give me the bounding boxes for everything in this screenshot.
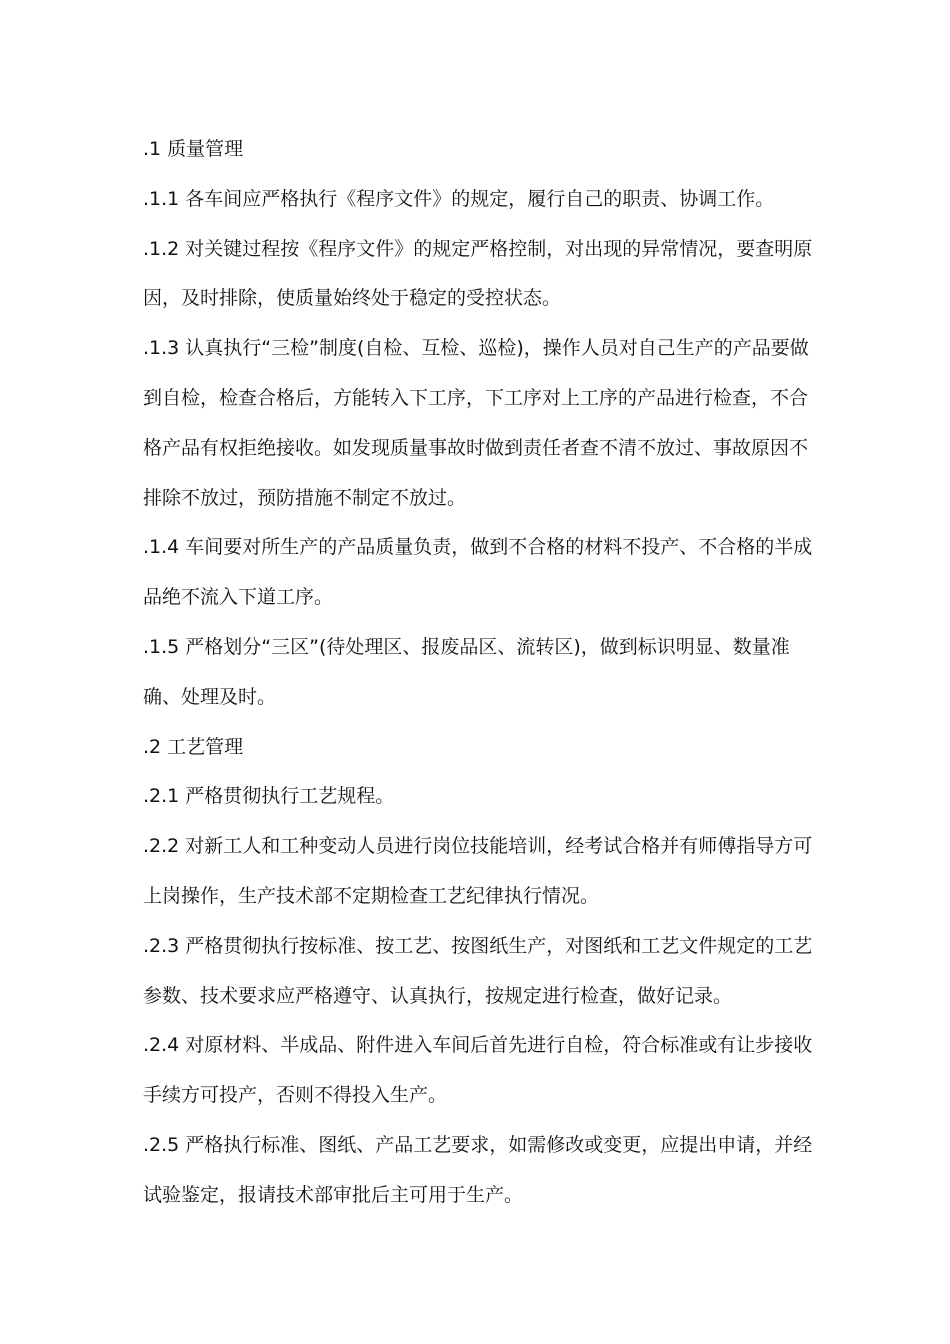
clause-1-2: .1.2 对关键过程按《程序文件》的规定严格控制，对出现的异常情况，要查明原因，及时排除，使质量始终处于稳定的受控状态。 <box>143 237 813 310</box>
clause-2-2: .2.2 对新工人和工种变动人员进行岗位技能培训，经考试合格并有师傅指导方可上岗操作，生产技术部不定期检查工艺纪律执行情况。 <box>143 835 813 907</box>
clause-2-1: .2.1 严格贯彻执行工艺规程。 <box>143 785 395 808</box>
document-body <box>143 125 823 1221</box>
clause-1-4: .1.4 车间要对所生产的产品质量负责，做到不合格的材料不投产、不合格的半成品绝不流入下道工序。 <box>143 536 813 609</box>
section-heading-quality: .1 质量管理 <box>143 138 244 160</box>
section-heading-process: .2 工艺管理 <box>143 735 244 758</box>
clause-2-4: .2.4 对原材料、半成品、附件进入车间后首先进行自检，符合标准或有让步接收手续方可投产，否则不得投入生产。 <box>143 1034 813 1107</box>
clause-2-5: .2.5 严格执行标准、图纸、产品工艺要求，如需修改或变更，应提出申请，并经试验鉴定，报请技术部审批后主可用于生产。 <box>143 1133 813 1206</box>
clause-2-3: .2.3 严格贯彻执行按标准、按工艺、按图纸生产，对图纸和工艺文件规定的工艺参数、技术要求应严格遵守、认真执行，按规定进行检查，做好记录。 <box>143 934 813 1007</box>
clause-1-5: .1.5 严格划分“三区”(待处理区、报废品区、流转区)，做到标识明显、数量准确、处理及时。 <box>143 635 790 708</box>
clause-1-1: .1.1 各车间应严格执行《程序文件》的规定，履行自己的职责、协调工作。 <box>143 187 775 210</box>
clause-1-3: .1.3 认真执行“三检”制度(自检、互检、巡检)，操作人员对自己生产的产品要做到自检，检查合格后，方能转入下工序，下工序对上工序的产品进行检查，不合格产品有权拒绝接收。如发现质量事故时做到责任者查不清不放过、事故原因不排除不放过，预防措施不制定不放过。 <box>143 337 809 509</box>
